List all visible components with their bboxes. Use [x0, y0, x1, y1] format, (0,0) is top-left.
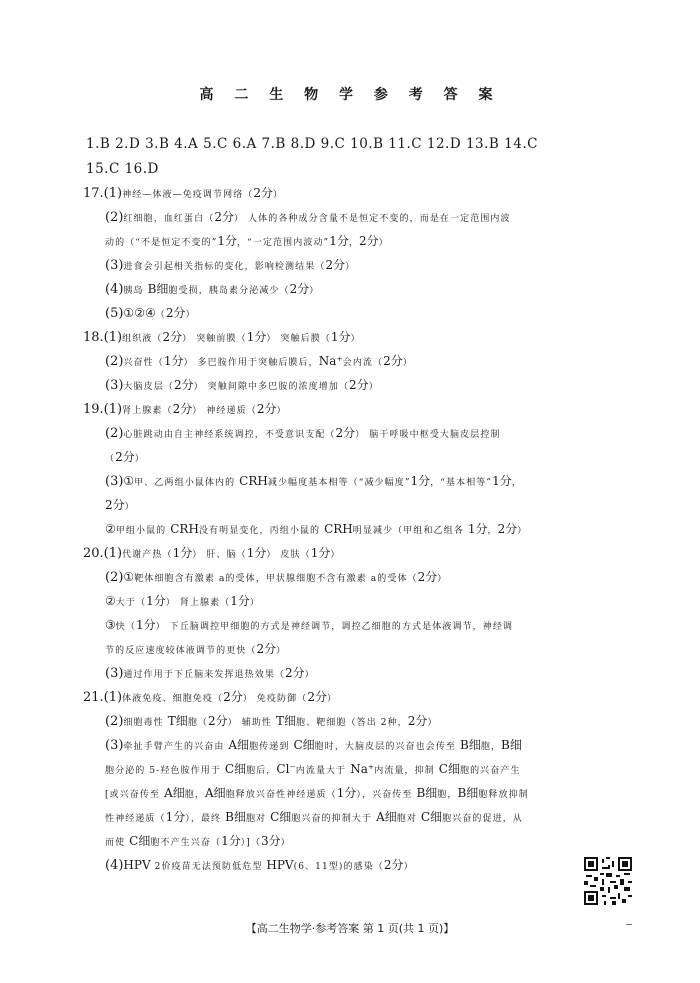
answer-line: 动的（“不是恒定不变的”1分，“一定范围内波动”1分，2分） [105, 234, 389, 248]
choice-answers-line-1: 1.B 2.D 3.B 4.A 5.C 6.A 7.B 8.D 9.C 10.B 11.C 12.D 13.B 14.C [86, 136, 538, 152]
qr-code-icon [584, 857, 632, 905]
answer-line: 节的反应速度较体液调节的更快（2分） [105, 642, 287, 656]
answer-line: 2分） [105, 498, 135, 512]
answer-line: 胞分泌的 5-羟色胺作用于 C细胞后，Cl⁻内流量大于 Na⁺内流量，抑制 C细胞的兴奋产生 [105, 762, 521, 776]
answer-line: [或兴奋传至 A细胞，A细胞释放兴奋性神经递质（1分），兴奋传至 B细胞，B细胞释放抑制 [105, 786, 529, 800]
answer-line: 而使 C细胞不产生兴奋（1分）]（3分） [105, 834, 291, 848]
answer-line: ②大于（1分） 肾上腺素（1分） [105, 594, 261, 608]
answer-line: （2分） [105, 450, 145, 464]
answer-line: (2)红细胞，血红蛋白（2分） 人体的各种成分含量不是恒定不变的，而是在一定范围内波 [105, 210, 511, 225]
answer-line: 20.(1)代谢产热（1分） 肝、脑（1分） 皮肤（1分） [83, 546, 341, 561]
answer-line: (2)细胞毒性 T细胞（2分） 辅助性 T细胞、靶细胞（答出 2种，2分） [105, 714, 438, 729]
answer-line: (3)通过作用于下丘脑来发挥退热效果（2分） [105, 666, 315, 681]
answer-line: (4)胰岛 B细胞受损，胰岛素分泌减少（2分） [105, 282, 320, 297]
choice-answers-line-2: 15.C 16.D [86, 161, 159, 177]
answer-line: 17.(1)神经—体液—免疫调节网络（2分） [83, 186, 284, 201]
answer-line: ②甲组小鼠的 CRH没有明显变化，丙组小鼠的 CRH明显减少（甲组和乙组各 1分，2分） [105, 522, 528, 536]
answer-line: (3)进食会引起相关指标的变化，影响检测结果（2分） [105, 258, 356, 273]
answer-line: (5)①②④（2分） [105, 306, 196, 321]
answer-line: (3)①甲、乙两组小鼠体内的 CRH减少幅度基本相等（“减少幅度”1分，“基本相等”1分， [105, 474, 522, 489]
answer-line: (2)兴奋性（1分） 多巴胺作用于突触后膜后，Na⁺会内流（2分） [105, 354, 413, 369]
page-title: 高 二 生 物 学 参 考 答 案 [199, 87, 501, 103]
answer-line: ③快（1分） 下丘脑调控甲细胞的方式是神经调节，调控乙细胞的方式是体液调节，神经调 [105, 618, 514, 632]
answer-line: (4)HPV 2价疫苗无法预防低危型 HPV(6、11型)的感染（2分） [105, 858, 414, 873]
answer-line: (2)①靶体细胞含有激素 a的受体，甲状腺细胞不含有激素 a的受体（2分） [105, 570, 448, 585]
answer-line: 性神经递质（1分），最终 B细胞对 C细胞兴奋的抑制大于 A细胞对 C细胞兴奋的促进，从 [105, 810, 523, 824]
corner-mark [626, 924, 632, 925]
answer-line: (3)大脑皮层（2分） 突触间隙中多巴胺的浓度增加（2分） [105, 378, 379, 393]
answer-line: 21.(1)体液免疫、细胞免疫（2分） 免疫防御（2分） [83, 690, 338, 705]
answer-line: 18.(1)组织液（2分） 突触前膜（1分） 突触后膜（1分） [83, 330, 361, 345]
answer-line: 19.(1)肾上腺素（2分） 神经递质（2分） [83, 402, 287, 417]
answer-line: (2)心脏跳动由自主神经系统调控，不受意识支配（2分） 脑干呼吸中枢受大脑皮层控制 [105, 426, 501, 441]
answer-line: (3)牵扯手臂产生的兴奋由 A细胞传递到 C细胞时，大脑皮层的兴奋也会传至 B细胞，B细 [105, 738, 522, 753]
page-footer: 【高二生物学·参考答案 第 1 页(共 1 页)】 [245, 922, 455, 935]
